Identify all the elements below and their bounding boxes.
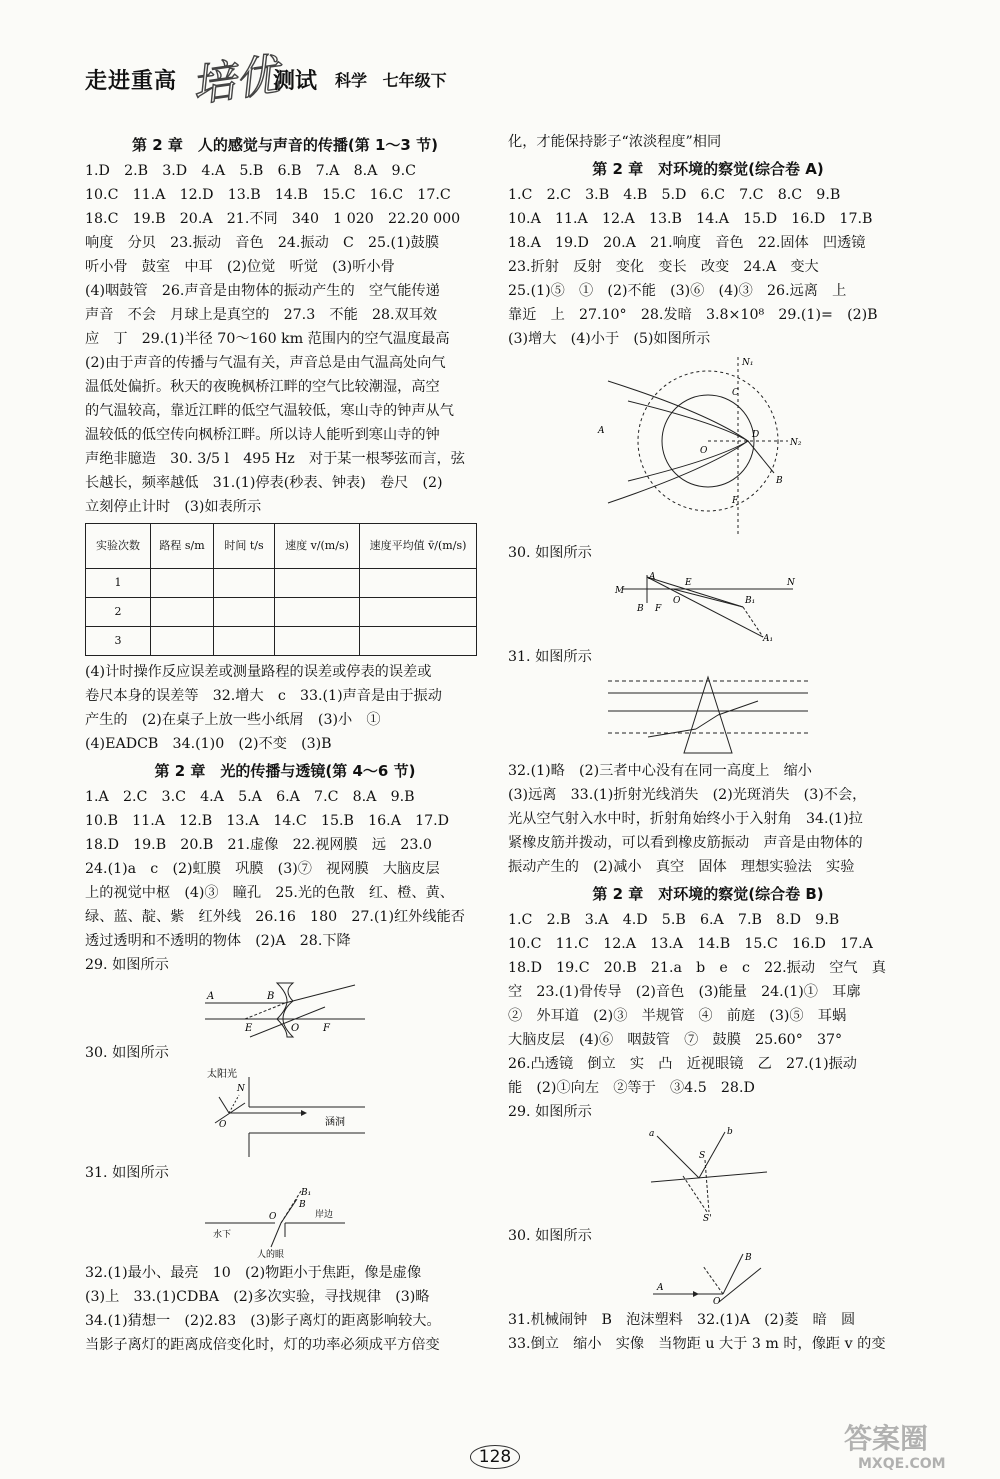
reflection-angle-diagram	[633, 1250, 783, 1306]
svg-text:A: A	[657, 1283, 664, 1293]
svg-text:MXQE.COM: MXQE.COM	[858, 1456, 946, 1472]
answer-line: 卷尺本身的误差等 32.增大 c 33.(1)声音是由于振动	[85, 688, 442, 704]
answer-line: 温低处偏折。秋天的夜晚枫桥江畔的空气比较潮湿，高空	[85, 379, 440, 395]
svg-text:A: A	[649, 572, 656, 582]
answer-line: 温较低的低空传向枫桥江畔。所以诗人能听到寒山寺的钟	[85, 427, 440, 443]
svg-text:b: b	[727, 1127, 733, 1137]
answer-line: 振动产生的 (2)减小 真空 固体 理想实验法 实验	[508, 859, 855, 875]
svg-text:E: E	[685, 578, 692, 588]
answer-line: 25.(1)⑤ ① (2)不能 (3)⑥ (4)③ 26.远离 上	[508, 283, 847, 299]
answer-line: 18.D 19.C 20.B 21.a b e c 22.振动 空气 真	[508, 960, 886, 976]
right-column	[508, 130, 908, 1356]
answer-line: 32.(1)最小、最亮 10 (2)物距小于焦距，像是虚像	[85, 1265, 422, 1281]
answer-line: (4)咽鼓管 26.声音是由物体的振动产生的 空气能传递	[85, 283, 440, 299]
answer-line: 的气温较高，靠近江畔的低空气温较低，寒山寺的钟声从气	[85, 403, 454, 419]
svg-text:水下: 水下	[213, 1230, 232, 1240]
svg-text:B₁: B₁	[745, 596, 756, 606]
figure-caption: 30. 如图所示	[508, 545, 592, 561]
svg-text:A: A	[598, 426, 605, 436]
answer-line: 34.(1)猜想一 (2)2.83 (3)影子离灯的距离影响较大。	[85, 1313, 441, 1329]
section-title: 第 2 章 对环境的察觉(综合卷 B)	[592, 885, 824, 903]
svg-text:涵洞: 涵洞	[325, 1117, 345, 1128]
svg-text:F: F	[655, 604, 662, 614]
answer-line: 声绝非臆造 30. 3/5 l 495 Hz 对于某一根琴弦而言，弦	[85, 451, 465, 467]
answer-line: 31.机械闹钟 B 泡沫塑料 32.(1)A (2)菱 暗 圆	[508, 1312, 856, 1328]
table-cell: 1	[86, 569, 151, 598]
svg-text:N: N	[787, 578, 795, 588]
figure-caption: 30. 如图所示	[508, 1228, 592, 1244]
svg-text:F: F	[323, 1023, 330, 1034]
answer-line: 18.A 19.D 20.A 21.响度 音色 22.固体 凹透镜	[508, 235, 866, 251]
prism-diagram	[608, 671, 808, 757]
answer-line: 26.凸透镜 倒立 实 凸 近视眼镜 乙 27.(1)振动	[508, 1056, 857, 1072]
section-title: 第 2 章 对环境的察觉(综合卷 A)	[592, 160, 824, 178]
answer-line: 上的视觉中枢 (4)③ 瞳孔 25.光的色散 红、橙、黄、	[85, 885, 454, 901]
table-row	[86, 598, 477, 627]
page-header	[85, 49, 545, 112]
figure-caption: 29. 如图所示	[85, 957, 169, 973]
answer-line: 23.折射 反射 变化 变长 改变 24.A 变大	[508, 259, 819, 275]
answer-line: 听小骨 鼓室 中耳 (2)位觉 听觉 (3)听小骨	[85, 259, 395, 275]
answer-line: 紧橡皮筋并拨动，可以看到橡皮筋振动 声音是由物体的	[508, 835, 863, 851]
answer-line: 18.D 19.B 20.B 21.虚像 22.视网膜 远 23.0	[85, 837, 432, 853]
answer-line: 10.B 11.A 12.B 13.A 14.C 15.B 16.A 17.D	[85, 813, 450, 829]
answer-line: 立刻停止计时 (3)如表所示	[85, 499, 262, 515]
answer-line: 长越长，频率越低 31.(1)停表(秒表、钟表) 卷尺 (2)	[85, 475, 443, 491]
svg-text:A₁: A₁	[763, 634, 774, 643]
figure-caption: 29. 如图所示	[508, 1104, 592, 1120]
answer-line: (2)由于声音的传播与气温有关，声音总是由气温高处向气	[85, 355, 446, 371]
section-title: 第 2 章 光的传播与透镜(第 4～6 节)	[154, 762, 416, 780]
svg-text:B: B	[267, 991, 275, 1002]
section-title: 第 2 章 人的感觉与声音的传播(第 1～3 节)	[132, 136, 438, 154]
figure-caption: 31. 如图所示	[85, 1165, 169, 1181]
answer-line: 24.(1)a c (2)虹膜 巩膜 (3)⑦ 视网膜 大脑皮层	[85, 861, 440, 877]
table-header: 路程 s/m	[151, 524, 214, 569]
svg-text:O: O	[219, 1120, 227, 1130]
subject-grade: 科学 七年级下	[335, 71, 447, 90]
tunnel-mirror-diagram	[205, 1067, 365, 1159]
answer-line: 1.D 2.B 3.D 4.A 5.B 6.B 7.A 8.A 9.C	[85, 163, 416, 179]
svg-text:O: O	[269, 1212, 277, 1222]
svg-text:O: O	[713, 1297, 721, 1306]
figure-caption: 31. 如图所示	[508, 649, 592, 665]
table-header: 速度平均值 v̄/(m/s)	[360, 524, 477, 569]
answer-line: 18.C 19.B 20.A 21.不同 340 1 020 22.20 000	[85, 211, 461, 227]
svg-text:C: C	[732, 388, 739, 398]
answer-line: 靠近 上 27.10° 28.发暗 3.8×10⁸ 29.(1)= (2)B	[508, 307, 878, 323]
table-header: 时间 t/s	[214, 524, 275, 569]
sphere-refraction-diagram	[588, 353, 828, 539]
svg-text:N₂: N₂	[790, 438, 802, 448]
svg-text:D: D	[752, 430, 760, 440]
answer-line: (4)EADCB 34.(1)0 (2)不变 (3)B	[85, 736, 332, 752]
concave-lens-diagram	[205, 979, 365, 1039]
svg-text:E: E	[245, 1023, 253, 1034]
table-header: 实验次数	[86, 524, 151, 569]
svg-text:A: A	[207, 991, 215, 1002]
svg-text:太阳光: 太阳光	[207, 1069, 237, 1080]
table-cell: 2	[86, 598, 151, 627]
svg-text:培优: 培优	[188, 49, 283, 112]
watermark-logo	[840, 1416, 990, 1472]
answer-line: 10.C 11.C 12.A 13.A 14.B 15.C 16.D 17.A	[508, 936, 873, 952]
brand-title: 走进重高	[85, 69, 178, 94]
svg-text:S: S	[699, 1151, 706, 1161]
answer-line: 1.C 2.C 3.B 4.B 5.D 6.C 7.C 8.C 9.B	[508, 187, 841, 203]
answer-line: 能 (2)①向左 ②等于 ③4.5 28.D	[508, 1080, 755, 1096]
answer-line: 光从空气射入水中时，折射角始终小于入射角 34.(1)拉	[508, 811, 863, 827]
answer-line: 化，才能保持影子“浓淡程度”相同	[508, 134, 722, 150]
answer-line: 32.(1)略 (2)三者中心没有在同一高度上 缩小	[508, 763, 812, 779]
left-column	[85, 130, 485, 1357]
svg-text:N₁: N₁	[742, 358, 754, 368]
svg-text:N: N	[237, 1084, 245, 1094]
answer-line: 1.C 2.B 3.A 4.D 5.B 6.A 7.B 8.D 9.B	[508, 912, 840, 928]
answer-line: 10.C 11.A 12.D 13.B 14.B 15.C 16.C 17.C	[85, 187, 451, 203]
brand-test: 测试	[273, 69, 318, 94]
table-row	[86, 569, 477, 598]
svg-text:F: F	[732, 496, 739, 506]
page-number: 128	[455, 1447, 535, 1467]
figure-caption: 30. 如图所示	[85, 1045, 169, 1061]
answer-line: 大脑皮层 (4)⑥ 咽鼓管 ⑦ 鼓膜 25.60° 37°	[508, 1032, 843, 1048]
svg-text:O: O	[291, 1023, 300, 1034]
answer-line: 空 23.(1)骨传导 (2)音色 (3)能量 24.(1)① 耳廓	[508, 984, 861, 1000]
svg-text:O: O	[700, 446, 708, 456]
svg-text:答案圈: 答案圈	[844, 1422, 929, 1455]
answer-line: (4)计时操作反应误差或测量路程的误差或停表的误差或	[85, 664, 432, 680]
answer-line: (3)上 33.(1)CDBA (2)多次实验，寻找规律 (3)略	[85, 1289, 430, 1305]
answer-line: 应 丁 29.(1)半径 70～160 km 范围内的空气温度最高	[85, 331, 450, 347]
answer-line: (3)增大 (4)小于 (5)如图所示	[508, 331, 711, 347]
answer-line: 产生的 (2)在桌子上放一些小纸屑 (3)小 ①	[85, 712, 381, 728]
svg-text:S': S'	[703, 1214, 712, 1222]
plane-mirror-diagram	[613, 567, 803, 643]
answer-line: 当影子离灯的距离成倍变化时，灯的功率必须成平方倍变	[85, 1337, 440, 1353]
table-header: 速度 v/(m/s)	[275, 524, 360, 569]
mirror-image-diagram	[643, 1126, 773, 1222]
answer-line: 10.A 11.A 12.A 13.B 14.A 15.D 16.D 17.B	[508, 211, 873, 227]
answer-line: 绿、蓝、靛、紫 红外线 26.16 180 27.(1)红外线能否	[85, 909, 465, 925]
table-row	[86, 627, 477, 656]
svg-text:B: B	[776, 476, 783, 486]
answer-line: 透过透明和不透明的物体 (2)A 28.下降	[85, 933, 351, 949]
answer-line: 声音 不会 月球上是真空的 27.3 不能 28.双耳效	[85, 307, 438, 323]
svg-text:人的眼: 人的眼	[257, 1250, 285, 1259]
answer-line: 33.倒立 缩小 实像 当物距 u 大于 3 m 时，像距 v 的变	[508, 1336, 886, 1352]
table-header-row	[86, 524, 477, 569]
svg-text:M: M	[615, 586, 625, 596]
underwater-view-diagram	[205, 1187, 365, 1259]
svg-text:a: a	[649, 1129, 655, 1139]
answer-line: (3)远离 33.(1)折射光线消失 (2)光斑消失 (3)不会，	[508, 787, 867, 803]
svg-text:B₁: B₁	[301, 1188, 312, 1198]
svg-text:岸边: 岸边	[315, 1210, 334, 1220]
speed-table	[85, 523, 477, 656]
svg-text:B: B	[745, 1253, 752, 1263]
answer-line: ② 外耳道 (2)③ 半规管 ④ 前庭 (3)⑤ 耳蜗	[508, 1008, 847, 1024]
svg-text:B: B	[637, 604, 644, 614]
svg-text:O: O	[673, 596, 681, 606]
answer-line: 响度 分贝 23.振动 音色 24.振动 C 25.(1)鼓膜	[85, 235, 440, 251]
answer-line: 1.A 2.C 3.C 4.A 5.A 6.A 7.C 8.A 9.B	[85, 789, 415, 805]
svg-text:B: B	[299, 1200, 306, 1210]
table-cell: 3	[86, 627, 151, 656]
